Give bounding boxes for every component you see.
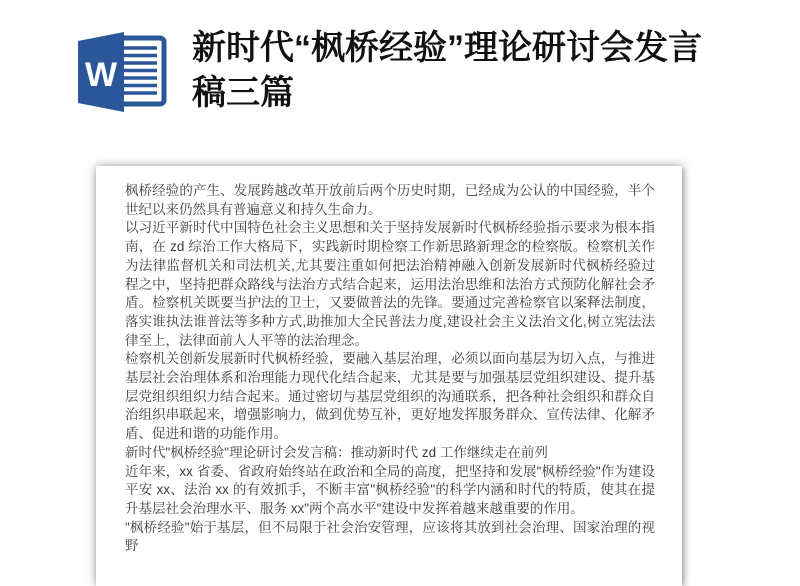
document-header [0, 0, 800, 150]
paragraph: 检察机关创新发展新时代枫桥经验，要融入基层治理，必须以面向基层为切入点，与推进基层社会治理体系和治理能力现代化结合起来，尤其是要与加强基层党组织建设、提升基层党组织组织力结合起来。通过密切与基层党组织的沟通联系，把各种社会组织和群众自治组织串联起来，增强影响力，做到优势互补，更好地发挥服务群众、宣传法律、化解矛盾、促进和谐的功能作用。 [125, 351, 655, 442]
paragraph: 枫桥经验的产生、发展跨越改革开放前后两个历史时期，已经成为公认的中国经验，半个世纪以来仍然具有普遍意义和持久生命力。 [125, 183, 655, 217]
paragraph: "枫桥经验"始于基层，但不局限于社会治安管理，应该将其放到社会治理、国家治理的视野 [125, 519, 655, 554]
word-icon-graphic [76, 30, 168, 114]
paragraph: 近年来，xx 省委、省政府始终站在政治和全局的高度，把坚持和发展"枫桥经验"作为建设平安 xx、法治 xx 的有效抓手，不断丰富"枫桥经验"的科学内涵和时代的特质，使其在提升基层社会治理水平、服务 xx"两个高水平"建设中发挥着越来越重要的作用。 [125, 463, 655, 516]
document-body [125, 182, 655, 556]
paragraph: 新时代"枫桥经验"理论研讨会发言稿：推动新时代 zd 工作继续走在前列 [125, 444, 548, 460]
page-title: 新时代“枫桥经验”理论研讨会发言稿三篇 [192, 29, 702, 112]
paragraph: 以习近平新时代中国特色社会主义思想和关于坚持发展新时代枫桥经验指示要求为根本指南，在 zd 综治工作大格局下，实践新时期检察工作新思路新理念的检察版。检察机关作为法律监督机关和司法机关,尤其要注重如何把法治精神融入创新发展新时代枫桥经验过程之中，坚持把群众路线与法治方式结合起来，运用法治思维和法治方式预防化解社会矛盾。检察机关既要当护法的卫士，又要做普法的先锋。要通过完善检察官以案释法制度，落实谁执法谁普法等多种方式,助推加大全民普法力度,建设社会主义法治文化,树立宪法法律至上，法律面前人人平等的法治理念。 [125, 220, 655, 348]
document-page [96, 166, 682, 586]
svg-text:W: W [84, 56, 118, 94]
word-file-icon [76, 30, 168, 114]
